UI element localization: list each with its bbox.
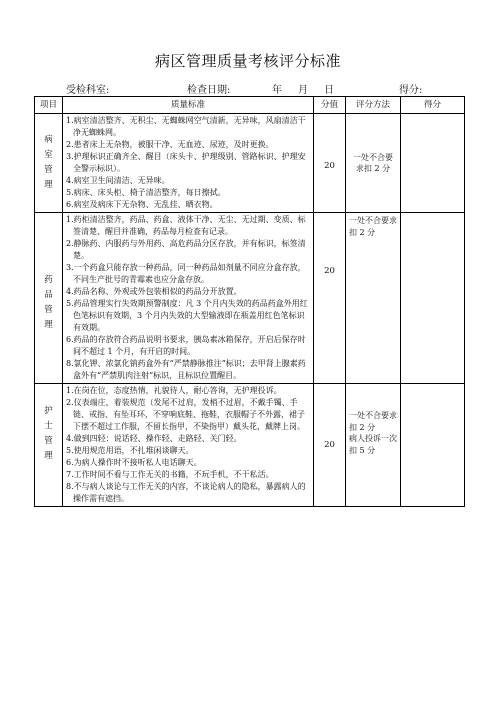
page-title: 病区管理质量考核评分标准: [154, 52, 341, 70]
header-score: 得分: [401, 97, 465, 114]
standard-item: 6.病室及病床下无杂物、无乱挂、晒衣物。: [66, 200, 218, 209]
category-drug-management: 药 品 管 理: [35, 213, 63, 384]
standard-list: [63, 114, 314, 213]
table-row: [35, 213, 465, 384]
header-value: 分值: [314, 97, 346, 114]
header-standard: 质量标准: [63, 97, 314, 114]
standard-item: 2.患者床上无杂物，被服干净、无血迹、尿迹，及时更换。: [66, 140, 274, 149]
score-cell[interactable]: [401, 384, 465, 507]
standard-item: 6.药品的存放符合药品说明书要求，胰岛素冰箱保存，开启后保存时间不超过 1 个月，有开启的时间。: [66, 335, 306, 356]
standard-item: 5.使用规范用语，不扎堆闲谈聊天。: [66, 446, 194, 455]
table-header-row: [35, 97, 465, 114]
year-label: 年: [272, 85, 282, 96]
table-row: [35, 384, 465, 507]
standard-item: 5.药品管理实行失效期预警制度：凡 3 个月内失效的药品药盒外用红色笔标识有效期，3 个月内失效的大型输液即在瓶盖用红色笔标识有效期。: [66, 299, 308, 332]
standard-item: 4.药品名称、外观或外包装相似的药品分开放置。: [66, 287, 242, 296]
standard-item: 2.仪表端庄，着装规范（发尾不过肩，发梢不过眉，不戴手镯、手链、戒指、有坠耳环，不穿响底鞋、拖鞋，衣服帽子不外露，裙子下摆不超过工作服，不留长指甲，不染指甲）戴头花，戴牌上岗。: [66, 398, 305, 431]
score-cell[interactable]: [401, 213, 465, 384]
standard-item: 2.静脉药、内服药与外用药、高危药品分区存放，并有标识，标签清楚。: [66, 239, 306, 260]
scoring-method: 一处不合要求扣 2 分 病人投诉一次扣 5 分: [346, 384, 401, 507]
standard-item: 8.不与病人谈论与工作无关的内容，不谈论病人的隐私，暴露病人的操作需有遮挡。: [66, 482, 306, 503]
standard-item: 3.一个药盒只能存放一种药品，同一种药品如剂量不同应分盒存放，不同生产批号的青霉素也应分盒存放。: [66, 263, 306, 284]
score-cell[interactable]: [401, 114, 465, 213]
total-score-label: 得分:: [399, 85, 423, 96]
standard-item: 1.病室清洁整齐、无积尘、无蜘蛛网空气清新，无异味，风扇清洁干净无蜘蛛网。: [66, 116, 306, 137]
inspected-dept-label: 受检科室:: [66, 85, 110, 96]
scoring-method: 一处不合要求扣 2 分: [346, 114, 401, 213]
standard-item: 7.工作时间不看与工作无关的书籍，不玩手机，不干私活。: [66, 470, 274, 479]
header-method: 评分方法: [346, 97, 401, 114]
inspection-date-label: 检查日期:: [187, 85, 231, 96]
standard-item: 1.药柜清洁整齐，药品、药盒、液体干净、无尘、无过期、变质、标签清楚、醒目并准确，药品每月检查有记录。: [66, 215, 306, 236]
category-ward-management: 病 室 管 理: [35, 114, 63, 213]
header-item: 项目: [35, 97, 63, 114]
scoring-method: 一处不合要求扣 2 分: [346, 213, 401, 384]
section-value: 20: [314, 384, 346, 507]
standard-list: [63, 213, 314, 384]
table-row: [35, 114, 465, 213]
standard-item: 4.病室卫生间清洁、无异味。: [66, 176, 170, 185]
standard-item: 3.护理标识正确齐全、醒目（床头卡、护理级别、管路标识、护理安全警示标识）。: [66, 152, 306, 173]
standard-item: 4.做到四轻：说话轻、操作轻、走路轻、关门轻。: [66, 434, 242, 443]
section-value: 20: [314, 114, 346, 213]
month-label: 月: [298, 85, 308, 96]
day-label: 日: [324, 85, 334, 96]
section-value: 20: [314, 213, 346, 384]
standard-item: 6.为病人操作时不接听私人电话聊天。: [66, 458, 202, 467]
standard-item: 8.氯化钾、浓氯化钠药盒外有“严禁静脉推注”标识；去甲肾上腺素药盒外有“严禁肌肉注射”标识，且标识位置醒目。: [66, 359, 306, 380]
category-nurse-management: 护 士 管 理: [35, 384, 63, 507]
evaluation-table: [34, 96, 465, 507]
standard-item: 5.病床、床头柜、椅子清洁整齐，每日擦拭。: [66, 188, 226, 197]
standard-item: 1.在岗在位，态度热情，礼貌待人，耐心答询，无护理投诉。: [66, 386, 282, 395]
standard-list: [63, 384, 314, 507]
